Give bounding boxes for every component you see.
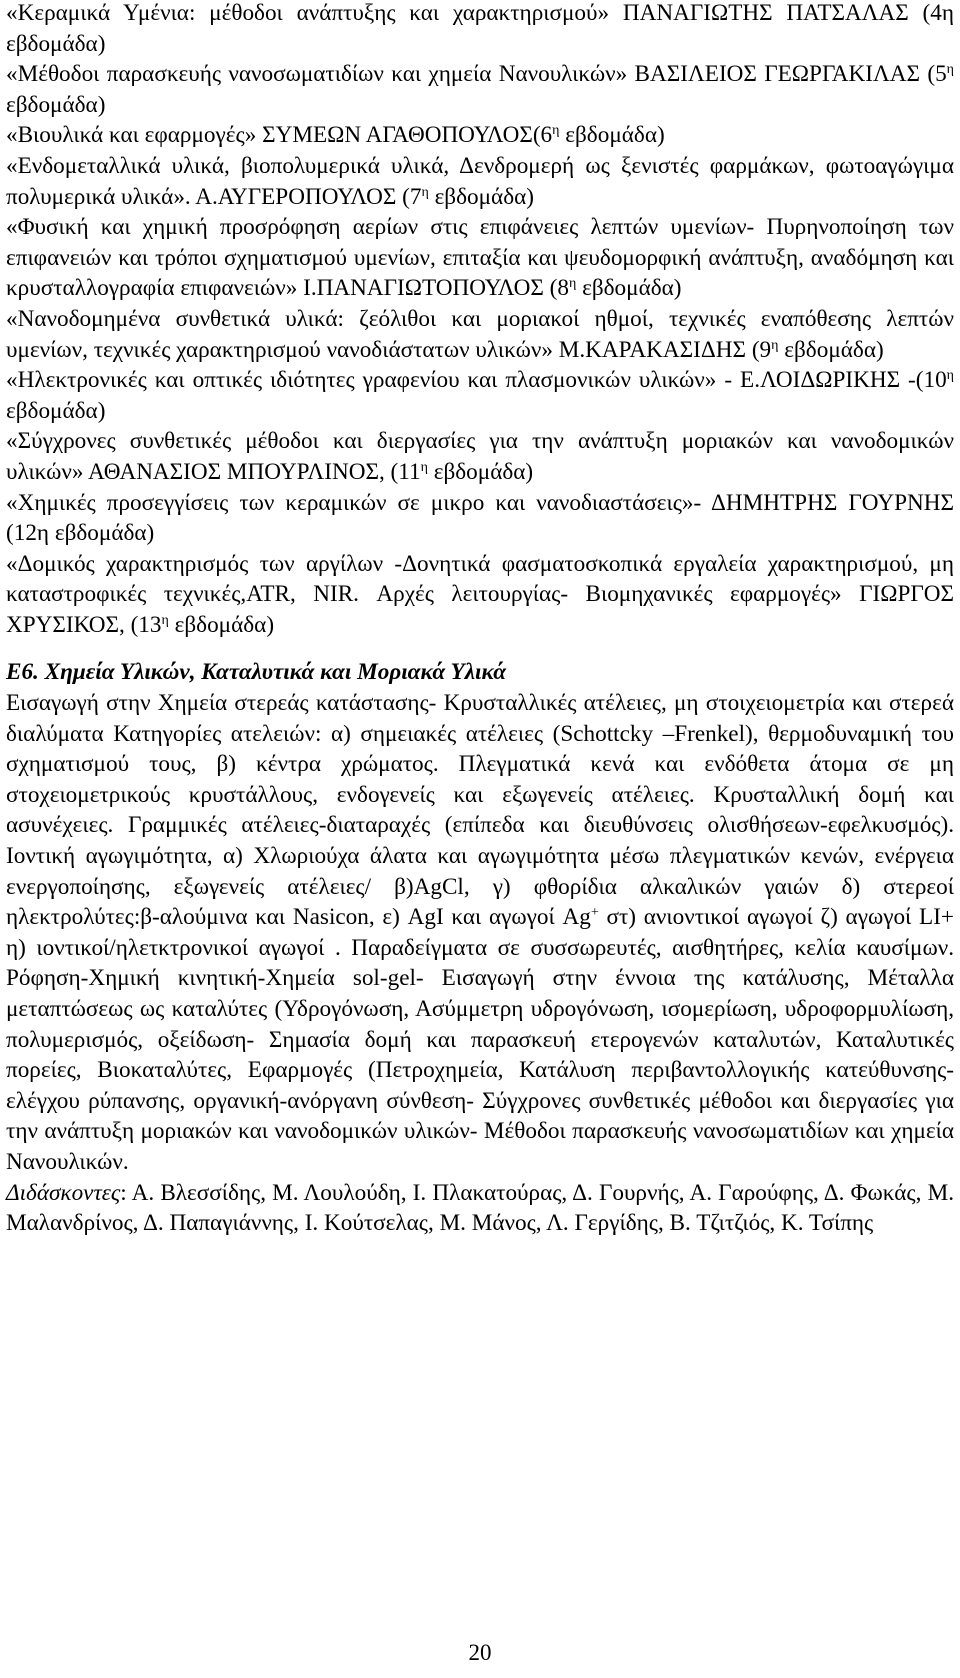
paragraph-text-tail: εβδομάδα): [6, 91, 106, 118]
paragraph-text: «Φυσική και χημική προσρόφηση αερίων στις επιφάνειες λεπτών υμενίων- Πυρηνοποίηση των επιφανειών και τρόποι σχηματισμού υμενίων, επιταξία και ψευδομορφική ανάπτυξη, αναδόμηση και κρυσταλλογραφία επιφανειών» Ι.ΠΑΝΑΓΙΩΤΟΠΟΥΛΟΣ (8: [6, 214, 954, 302]
paragraph-text: «Βιουλικά και εφαρμογές» ΣΥΜΕΩΝ ΑΓΑΘΟΠΟΥΛΟΣ(6: [6, 122, 553, 149]
paragraph-text: «Κεραμικά Υμένια: μέθοδοι ανάπτυξης και χαρακτηρισμού» ΠΑΝΑΓΙΩΤΗΣ ΠΑΤΣΑΛΑΣ (4η εβδομάδα): [6, 0, 954, 57]
paragraph-text-tail: εβδομάδα): [576, 275, 682, 302]
paragraph-text: «Ενδομεταλλικά υλικά, βιοπολυμερικά υλικά, Δενδρομερή ως ξενιστές φαρμάκων, φωτοαγώγιμα πολυμερικά υλικά». Α.ΑΥΓΕΡΟΠΟΥΛΟΣ (7: [6, 152, 954, 210]
teachers-label: Διδάσκοντες: [6, 1179, 121, 1206]
paragraph: [6, 426, 954, 487]
paragraph-text: «Μέθοδοι παρασκευής νανοσωματιδίων και χημεία Νανουλικών» ΒΑΣΙΛΕΙΟΣ ΓΕΩΡΓΑΚΙΛΑΣ (5: [6, 61, 947, 88]
ordinal-superscript: η: [421, 184, 429, 200]
document-body: [6, 0, 954, 1239]
section-spacer: [6, 640, 954, 657]
section-body: [6, 688, 954, 1178]
ion-charge-superscript: +: [590, 905, 599, 921]
teachers-list: : Α. Βλεσσίδης, Μ. Λουλούδη, Ι. Πλακατούρας, Δ. Γουρνής, Α. Γαρούφης, Δ. Φωκάς, Μ. Μαλανδρίνος, Δ. Παπαγιάννης, Ι. Κούτσελας, Μ. Μάνος, Λ. Γεργίδης, Β. Τζιτζιός, Κ. Τσίπης: [6, 1179, 954, 1237]
paragraph: [6, 212, 954, 304]
paragraph-text: «Ηλεκτρονικές και οπτικές ιδιότητες γραφενίου και πλασμονικών υλικών» - Ε.ΛΟΙΔΩΡΙΚΗΣ -(10: [6, 367, 947, 394]
section-heading: Ε6. Χημεία Υλικών, Καταλυτικά και Μοριακά Υλικά: [6, 659, 507, 686]
paragraph-text-tail: εβδομάδα): [427, 458, 534, 485]
page-number: 20: [468, 1640, 492, 1665]
teachers-line: [6, 1178, 954, 1239]
paragraph-text-tail: εβδομάδα): [778, 336, 884, 363]
paragraph-text-tail: εβδομάδα): [168, 611, 275, 638]
section-body-text-tail: στ) ανιοντικοί αγωγοί ζ) αγωγοί LI+ η) ιοντικοί/ηλετκτρονικοί αγωγοί . Παραδείγματα σε συσσωρευτές, αισθητήρες, κελία καυσίμων. Ρόφηση-Χημική κινητική-Χημεία sol-gel- Εισαγωγή στην έννοια της κατάλυσης, Μέταλλα μεταπτώσεως ως καταλύτες (Υδρογόνωση, Ασύμμετρη υδρογόνωση, ισομερίωση, υδροφορμυλίωση, πολυμερισμός, οξείδωση- Σημασία δομή και παρασκευή ετερογενών καταλυτών, Καταλυτικές πορείες, Βιοκαταλύτες, Εφαρμογές (Πετροχημεία, Κατάλυση περιβαντολλογικής κατεύθυνσης-ελέγχου ρύπανσης, οργανική-ανόργανη σύνθεση- Σύγχρονες συνθετικές μέθοδοι και διεργασίες για την ανάπτυξη μοριακών και νανοδομικών υλικών- Μέθοδοι παρασκευής νανοσωματιδίων και χημεία Νανουλικών.: [6, 904, 955, 1175]
ordinal-superscript: η: [568, 276, 577, 292]
paragraph: [6, 59, 954, 120]
section-body-text: Εισαγωγή στην Χημεία στερεάς κατάστασης- Κρυσταλλικές ατέλειες, μη στοιχειομετρία και στερεά διαλύματα Κατηγορίες ατελειών: α) σημειακές ατέλειες (Schottcky –Frenkel), θερμοδυναμική του σχηματισμού τους, β) κέντρα χρώματος. Πλεγματικά κενά και ενδόθετα άτομα σε μη στοχειομετρικούς κρυστάλλους, ενδογενείς και εξωγενείς ατέλειες. Κρυσταλλική δομή και ασυνέχειες. Γραμμικές ατέλειες-διαταραχές (επίπεδα και διευθύνσεις ολισθήσεων-εφελκυσμός). Ιοντική αγωγιμότητα, α) Χλωριούχα άλατα και αγωγιμότητα μέσω πλεγματικών κενών, ενέργεια ενεργοποίησης, εξωγενείς ατέλειες/ β)AgCl, γ) φθορίδια αλκαλικών γαιών δ) στερεοί ηλεκτρολύτες:β-αλούμινα και Nasicon, ε) AgI και αγωγοί Ag: [6, 690, 954, 931]
paragraph-text-tail: εβδομάδα): [6, 397, 106, 424]
ordinal-superscript: η: [420, 459, 428, 475]
paragraph-text-tail: εβδομάδα): [428, 183, 534, 210]
paragraph: [6, 488, 954, 549]
paragraph: [6, 120, 954, 151]
paragraph-text: «Χημικές προσεγγίσεις των κεραμικών σε μικρο και νανοδιαστάσεις»- ΔΗΜΗΤΡΗΣ ΓΟΥΡΝΗΣ (12η εβδομάδα): [6, 489, 954, 547]
paragraph-text: «Νανοδομημένα συνθετικά υλικά: ζεόλιθοι και μοριακοί ηθμοί, τεχνικές εναπόθεσης λεπτών υμενίων, τεχνικές χαρακτηρισμού νανοδιάστατων υλικών» Μ.ΚΑΡΑΚΑΣΙΔΗΣ (9: [6, 305, 954, 363]
ordinal-superscript: η: [161, 612, 169, 628]
paragraph: [6, 151, 954, 212]
paragraph-text: «Δομικός χαρακτηρισμός των αργίλων -Δονητικά φασματοσκοπικά εργαλεία χαρακτηρισμού, μη καταστροφικές τεχνικές,ATR, NIR. Αρχές λειτουργίας- Βιομηχανικές εφαρμογές» ΓΙΩΡΓΟΣ ΧΡΥΣΙΚΟΣ, (13: [6, 550, 954, 638]
paragraph: [6, 304, 954, 365]
paragraph: [6, 365, 954, 426]
paragraph: [6, 549, 954, 641]
ordinal-superscript: η: [552, 123, 560, 139]
ordinal-superscript: η: [946, 368, 954, 384]
paragraph: [6, 0, 954, 59]
ordinal-superscript: η: [771, 337, 779, 353]
paragraph-text: «Σύγχρονες συνθετικές μέθοδοι και διεργασίες για την ανάπτυξη μοριακών και νανοδομικών υλικών» ΑΘΑΝΑΣΙΟΣ ΜΠΟΥΡΛΙΝΟΣ, (11: [6, 428, 954, 485]
ordinal-superscript: η: [946, 62, 954, 78]
paragraph-text-tail: εβδομάδα): [559, 122, 665, 149]
